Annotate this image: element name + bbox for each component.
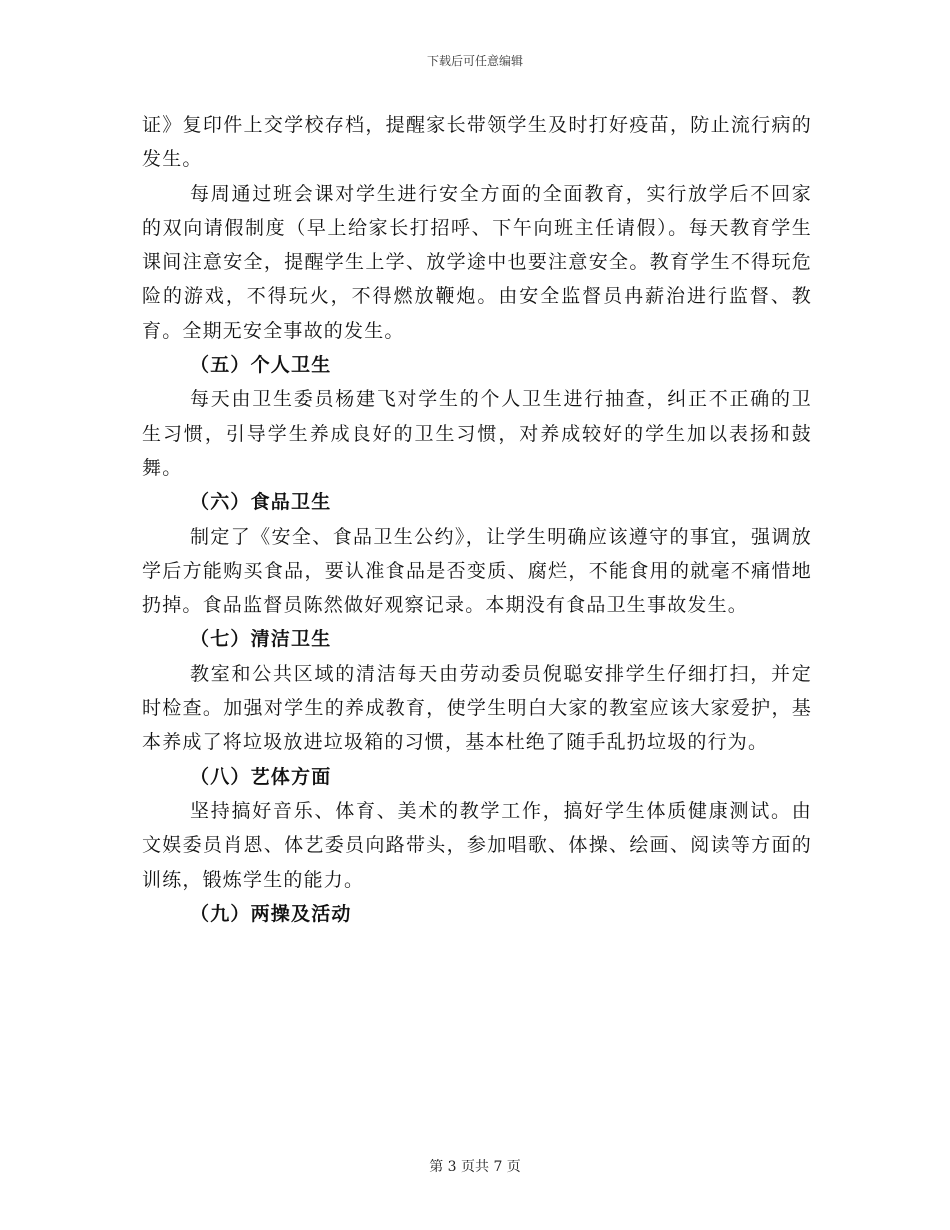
page-header: 下载后可任意编辑 <box>426 54 523 68</box>
section-heading-cleaning: （七）清洁卫生 <box>190 628 332 651</box>
section-heading-personal-hygiene: （五）个人卫生 <box>190 354 332 377</box>
paragraph-personal-hygiene: 每天由卫生委员杨建飞对学生的个人卫生进行抽查，纠正不正确的卫生习惯，引导学生养成良好的卫生习惯，对养成较好的学生加以表扬和鼓舞。 <box>142 388 812 479</box>
section-heading-exercises-activities: （九）两操及活动 <box>190 902 352 925</box>
paragraph-vaccination: 证》复印件上交学校存档，提醒家长带领学生及时打好疫苗，防止流行病的发生。 <box>142 114 812 171</box>
section-heading-food-hygiene: （六）食品卫生 <box>190 491 332 514</box>
section-heading-arts-sports: （八）艺体方面 <box>190 765 332 788</box>
document-body <box>142 108 812 931</box>
paragraph-arts-sports: 坚持搞好音乐、体育、美术的教学工作，搞好学生体质健康测试。由文娱委员肖恩、体艺委员向路带头，参加唱歌、体操、绘画、阅读等方面的训练，锻炼学生的能力。 <box>142 799 812 891</box>
paragraph-safety-education: 每周通过班会课对学生进行安全方面的全面教育，实行放学后不回家的双向请假制度（早上给家长打招呼、下午向班主任请假）。每天教育学生课间注意安全，提醒学生上学、放学途中也要注意安全。教育学生不得玩危险的游戏，不得玩火，不得燃放鞭炮。由安全监督员冉薪治进行监督、教育。全期无安全事故的发生。 <box>142 182 812 342</box>
page-footer: 第 3 页共 7 页 <box>429 1159 521 1175</box>
paragraph-cleaning: 教室和公共区域的清洁每天由劳动委员倪聪安排学生仔细打扫，并定时检查。加强对学生的养成教育，使学生明白大家的教室应该大家爱护，基本养成了将垃圾放进垃圾箱的习惯，基本杜绝了随手乱扔垃圾的行为。 <box>142 662 812 754</box>
paragraph-food-hygiene: 制定了《安全、食品卫生公约》，让学生明确应该遵守的事宜，强调放学后方能购买食品，要认准食品是否变质、腐烂，不能食用的就毫不痛惜地扔掉。食品监督员陈然做好观察记录。本期没有食品卫生事故发生。 <box>142 525 812 617</box>
